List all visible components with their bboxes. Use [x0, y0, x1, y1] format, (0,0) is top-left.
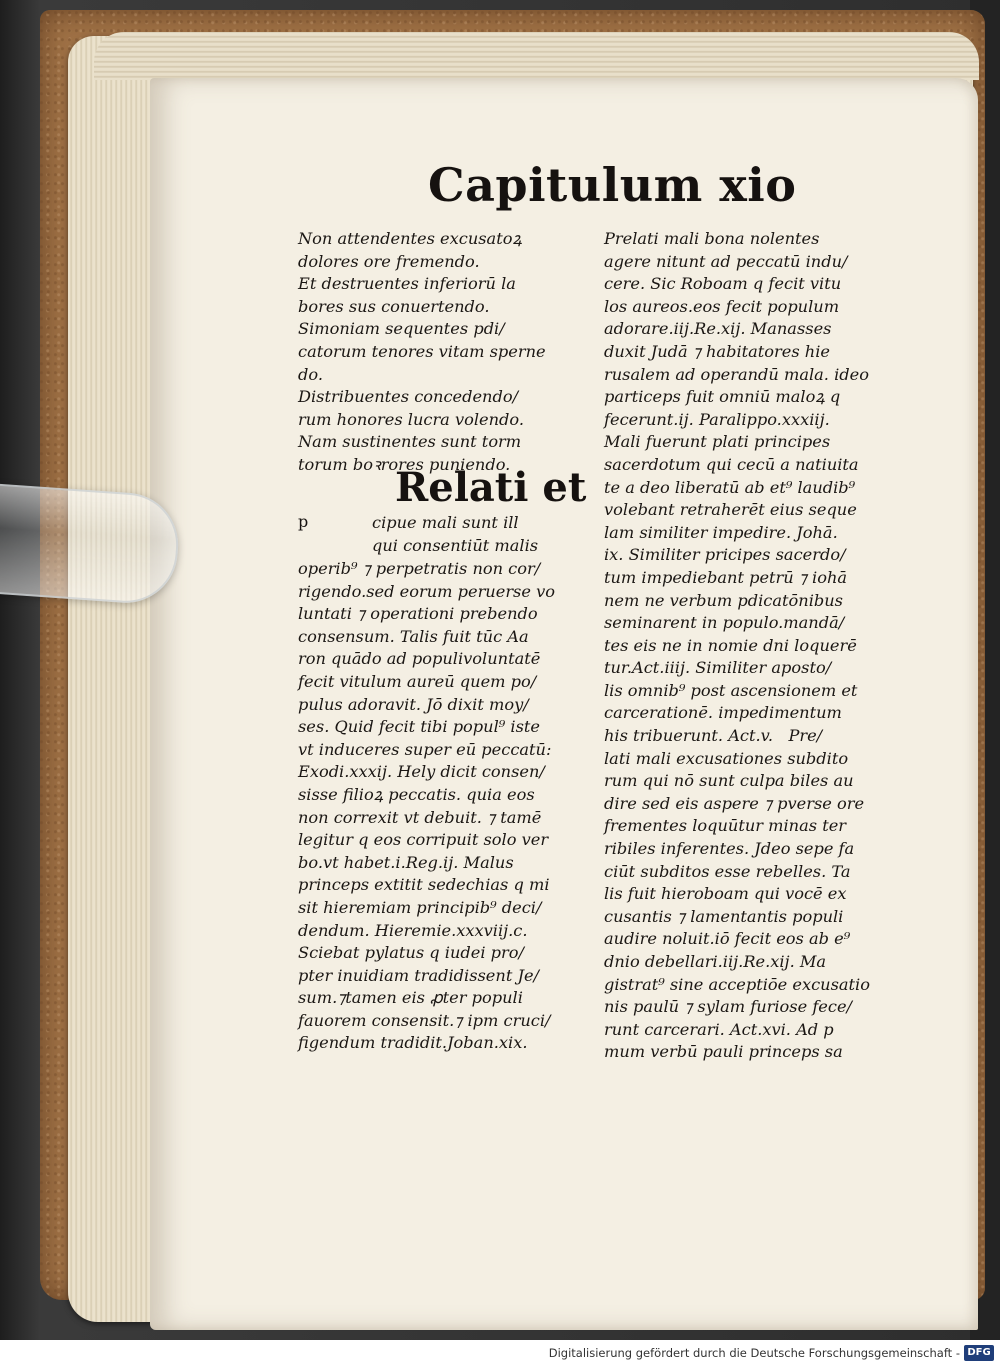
text-line: torum boꝛrores puniendo. — [298, 454, 511, 474]
right-column-text — [604, 228, 870, 1064]
text-line: seminarent in populo.mandā/ — [604, 613, 845, 633]
left-column-paragraph — [298, 558, 555, 1055]
text-line: sit hieremiam principib⁹ deci/ — [298, 897, 542, 917]
text-line: nis paulū ⁊ sylam furiose fece/ — [604, 997, 852, 1017]
text-line: rusalem ad operandū mala. ideo — [604, 364, 869, 384]
text-line: Exodi.xxxij. Hely dicit consen/ — [298, 762, 545, 782]
text-line: ciūt subditos esse rebelles. Ta — [604, 861, 851, 881]
text-line: lis fuit hieroboam qui vocē ex — [604, 884, 847, 904]
text-line: nem ne verbum pdicatōnibus — [604, 590, 843, 610]
text-line: sum.⁊tamen eis ꝓter populi — [298, 988, 523, 1008]
text-line: fauorem consensit.⁊ ipm cruci/ — [298, 1010, 551, 1030]
left-column-para-start — [372, 512, 538, 557]
text-line: tum impediebant petrū ⁊ iohā — [604, 567, 848, 587]
text-line: tur.Act.iiij. Similiter aposto/ — [604, 658, 832, 678]
text-line: carcerationē. impedimentum — [604, 703, 842, 723]
text-line: his tribuerunt. Act.v. Pre/ — [604, 726, 823, 746]
footer-credit: Digitalisierung gefördert durch die Deutsche Forschungsgemeinschaft - — [548, 1346, 960, 1360]
text-line: Nam sustinentes sunt torm — [298, 432, 522, 452]
chapter-heading: Capitulum xio — [428, 158, 797, 212]
text-line: dnio debellari.iij.Re.xij. Ma — [604, 952, 827, 971]
text-line: fecit vitulum aureū quem po/ — [298, 671, 537, 691]
text-line: ix. Similiter pricipes sacerdo/ — [604, 545, 846, 565]
left-column-intro — [298, 228, 546, 477]
text-line: catorum tenores vitam sperne — [298, 341, 546, 361]
text-line: luntati ⁊ operationi prebendo — [298, 604, 538, 624]
text-line: legitur q eos corripuit solo ver — [298, 830, 549, 850]
text-line: Simoniam sequentes pdi/ — [298, 319, 505, 339]
text-line: operib⁹ ⁊ perpetratis non cor/ — [298, 559, 541, 578]
text-line: gistrat⁹ sine acceptiōe excusatio — [604, 974, 870, 994]
text-line: particeps fuit omniū maloꝝ q — [604, 387, 841, 407]
text-line: qui consentiūt malis — [372, 535, 539, 555]
text-line: tes eis ne in nomie dni loquerē — [604, 635, 857, 655]
text-line: agere nitunt ad peccatū indu/ — [604, 251, 848, 271]
text-line: mum verbū pauli princeps sa — [604, 1042, 843, 1062]
text-line: lam similiter impedire. Johā. — [604, 522, 838, 542]
text-line: Prelati mali bona nolentes — [604, 229, 820, 248]
text-line: consensum. Talis fuit tūc Aa — [298, 626, 529, 646]
text-line: dendum. Hieremie.xxxviij.c. — [298, 920, 528, 940]
text-line: figendum tradidit.Joban.xix. — [298, 1033, 528, 1053]
text-line: te a deo liberatū ab et⁹ laudib⁹ — [604, 477, 856, 497]
text-line: lis omnib⁹ post ascensionem et — [604, 680, 858, 700]
text-line: pulus adoravit. Jō dixit moy/ — [298, 694, 529, 714]
text-line: Non attendentes excusatoꝝ — [298, 229, 522, 248]
text-line: dire sed eis aspere ⁊ pverse ore — [604, 793, 865, 813]
glass-page-weight — [0, 484, 182, 607]
text-line: rigendo.sed eorum peruerse vo — [298, 581, 555, 601]
text-line: volebant retraherēt eius seque — [604, 500, 857, 520]
text-line: cusantis ⁊ lamentantis populi — [604, 906, 844, 926]
text-line: bo.vt habet.i.Reg.ij. Malus — [298, 852, 514, 872]
text-line: sisse filioꝝ peccatis. quia eos — [298, 784, 535, 804]
text-line: Distribuentes concedendo/ — [298, 387, 519, 407]
text-line: lati mali excusationes subdito — [604, 748, 849, 768]
text-line: adorare.iij.Re.xij. Manasses — [604, 319, 832, 339]
text-line: los aureos.eos fecit populum — [604, 296, 840, 316]
text-line: frementes loquūtur minas ter — [604, 816, 847, 836]
text-line: ses. Quid fecit tibi popul⁹ iste — [298, 717, 540, 737]
text-line: princeps extitit sedechias q mi — [298, 875, 550, 895]
text-line: Mali fuerunt plati principes — [604, 432, 831, 452]
text-line: dolores ore fremendo. — [298, 251, 480, 271]
text-line: cere. Sic Roboam q fecit vitu — [604, 274, 842, 294]
text-line: rum honores lucra volendo. — [298, 409, 525, 429]
text-line: bores sus conuertendo. — [298, 296, 490, 316]
text-line: runt carcerari. Act.xvi. Ad p — [604, 1019, 834, 1039]
text-line: rum qui nō sunt culpa biles au — [604, 771, 854, 791]
text-line: non correxit vt debuit. ⁊ tamē — [298, 807, 542, 827]
decorated-initial: Relati et — [395, 464, 587, 511]
text-line: sacerdotum qui cecū a natiuita — [604, 454, 859, 474]
page-stack-top — [94, 32, 979, 80]
text-line: ribiles inferentes. Jdeo sepe fa — [604, 839, 855, 859]
text-line: cipue mali sunt ill — [372, 513, 519, 532]
text-line: fecerunt.ij. Paralippo.xxxiij. — [604, 409, 830, 429]
text-line: Et destruentes inferiorū la — [298, 274, 516, 294]
initial-guide-letter: p — [298, 512, 309, 531]
text-line: duxit Judā ⁊ habitatores hie — [604, 341, 830, 361]
dfg-logo: DFG — [964, 1345, 994, 1361]
text-line: Sciebat pylatus q iudei pro/ — [298, 943, 524, 963]
text-line: audire noluit.iō fecit eos ab e⁹ — [604, 929, 851, 949]
text-line: pter inuidiam tradidissent Je/ — [298, 965, 539, 985]
text-line: do. — [298, 364, 323, 384]
text-line: ron quādo ad populivoluntatē — [298, 649, 541, 669]
text-line: vt induceres super eū peccatū: — [298, 739, 552, 759]
